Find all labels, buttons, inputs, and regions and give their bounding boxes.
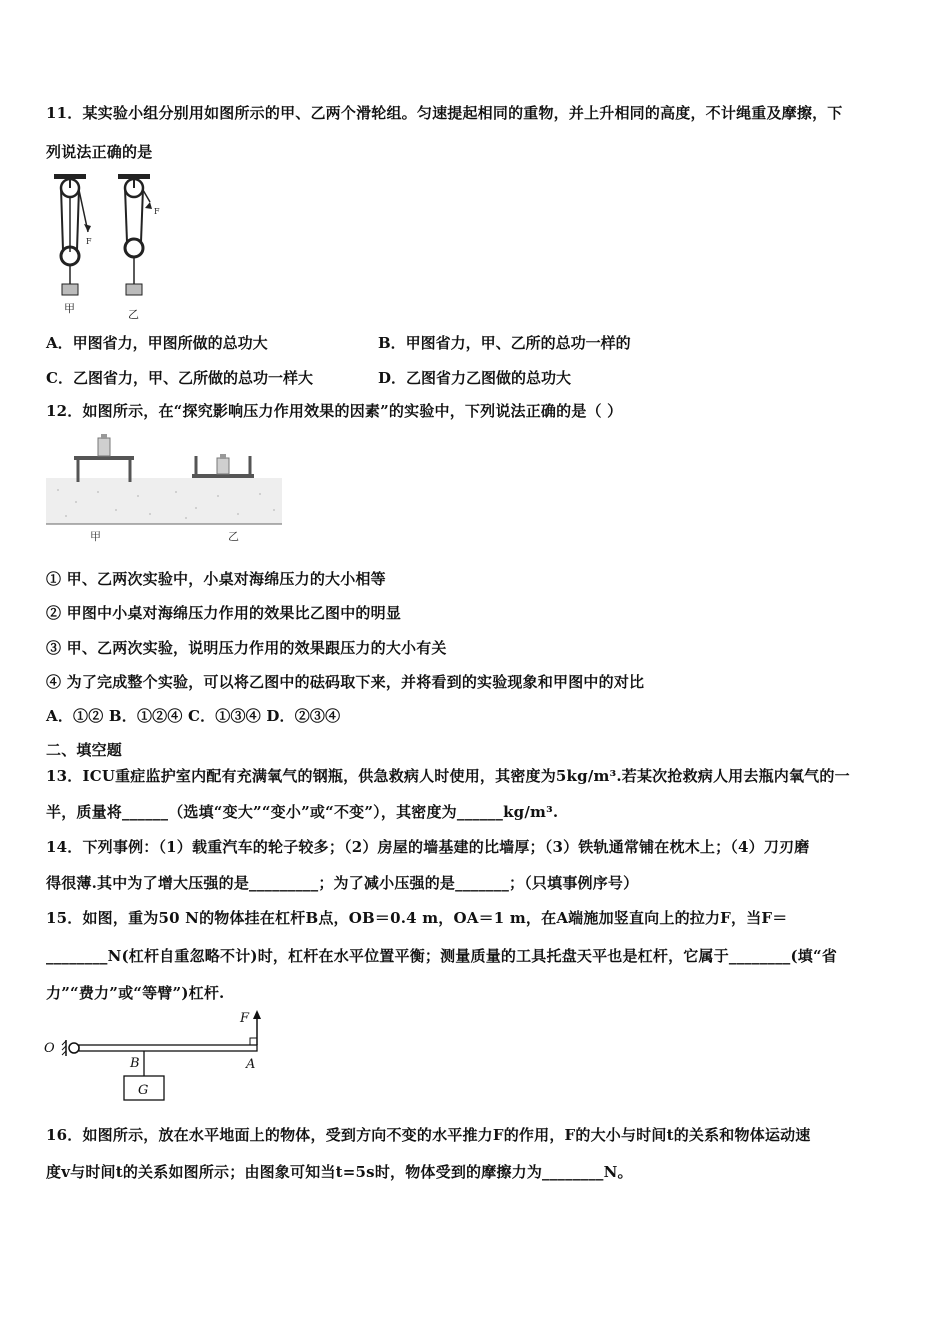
q15-line2: ________N(杠杆自重忽略不计)时，杠杆在水平位置平衡；测量质量的工具托盘天平也是杠杆，它属于________(填“省	[46, 947, 838, 965]
sponge-label-a: 甲	[90, 530, 101, 543]
pulley-label-a: 甲	[64, 302, 75, 315]
q11-option-d[interactable]: D．乙图省力乙图做的总功大	[378, 369, 572, 387]
pulley-system-b	[118, 174, 160, 321]
q11-option-b[interactable]: B．甲图省力，甲、乙所的总功一样的	[378, 334, 631, 352]
q12-item-3: ③ 甲、乙两次实验，说明压力作用的效果跟压力的大小有关	[46, 639, 447, 657]
pulley-force-label-a: F	[86, 237, 92, 246]
pulley-label-b: 乙	[128, 308, 139, 321]
q12-item-2: ② 甲图中小桌对海绵压力作用的效果比乙图中的明显	[46, 604, 402, 622]
q11-stem-line2: 列说法正确的是	[46, 143, 153, 161]
q12-item-4: ④ 为了完成整个实验，可以将乙图中的砝码取下来，并将看到的实验现象和甲图中的对比	[46, 673, 645, 691]
sponge-label-b: 乙	[228, 530, 239, 543]
q16-line2: 度v与时间t的关系如图所示；由图象可知当t=5s时，物体受到的摩擦力为________N。	[46, 1163, 633, 1181]
lever-label-g: G	[138, 1083, 149, 1098]
q13-line2: 半，质量将______（选填“变大”“变小”或“不变”），其密度为______kg/m³.	[46, 803, 559, 821]
q15-line3: 力”“费力”或“等臂”)杠杆.	[46, 984, 225, 1002]
pulley-system-a	[54, 174, 92, 315]
q16-line1: 16．如图所示，放在水平地面上的物体，受到方向不变的水平推力F的作用，F的大小与时间t的关系和物体运动速	[46, 1126, 811, 1144]
sponge-figure	[46, 430, 286, 545]
q11-option-c[interactable]: C．乙图省力，甲、乙所做的总功一样大	[46, 369, 313, 387]
q14-line2: 得很薄.其中为了增大压强的是_________；为了减小压强的是_______；（只填事例序号）	[46, 874, 639, 892]
q12-item-1: ① 甲、乙两次实验中，小桌对海绵压力的大小相等	[46, 570, 386, 588]
q13-line1: 13．ICU重症监护室内配有充满氧气的钢瓶，供急救病人时使用，其密度为5kg/m³.若某次抢救病人用去瓶内氧气的一	[46, 767, 850, 785]
pulley-force-label-b: F	[154, 207, 160, 216]
q12-stem: 12．如图所示，在“探究影响压力作用效果的因素”的实验中，下列说法正确的是（ ）	[46, 402, 623, 420]
lever-figure	[44, 1008, 274, 1104]
q14-line1: 14．下列事例：（1）载重汽车的轮子较多；（2）房屋的墙基建的比墙厚；（3）铁轨通常铺在枕木上；（4）刀刃磨	[46, 838, 810, 856]
pulley-figure	[46, 172, 176, 322]
q11-option-a[interactable]: A．甲图省力，甲图所做的总功大	[46, 334, 268, 352]
lever-label-a: A	[246, 1057, 256, 1072]
q15-line1: 15．如图，重为50 N的物体挂在杠杆B点，OB＝0.4 m，OA＝1 m，在A端施加竖直向上的拉力F，当F＝	[46, 909, 788, 927]
lever-label-f: F	[240, 1011, 250, 1026]
lever-label-o: O	[44, 1041, 55, 1056]
q12-choices[interactable]: A．①② B．①②④ C．①③④ D．②③④	[46, 707, 341, 725]
section-title-fill-in: 二、填空题	[46, 741, 123, 759]
lever-label-b: B	[130, 1056, 140, 1071]
q11-stem-line1: 11．某实验小组分别用如图所示的甲、乙两个滑轮组。匀速提起相同的重物，并上升相同的高度，不计绳重及摩擦，下	[46, 104, 843, 122]
